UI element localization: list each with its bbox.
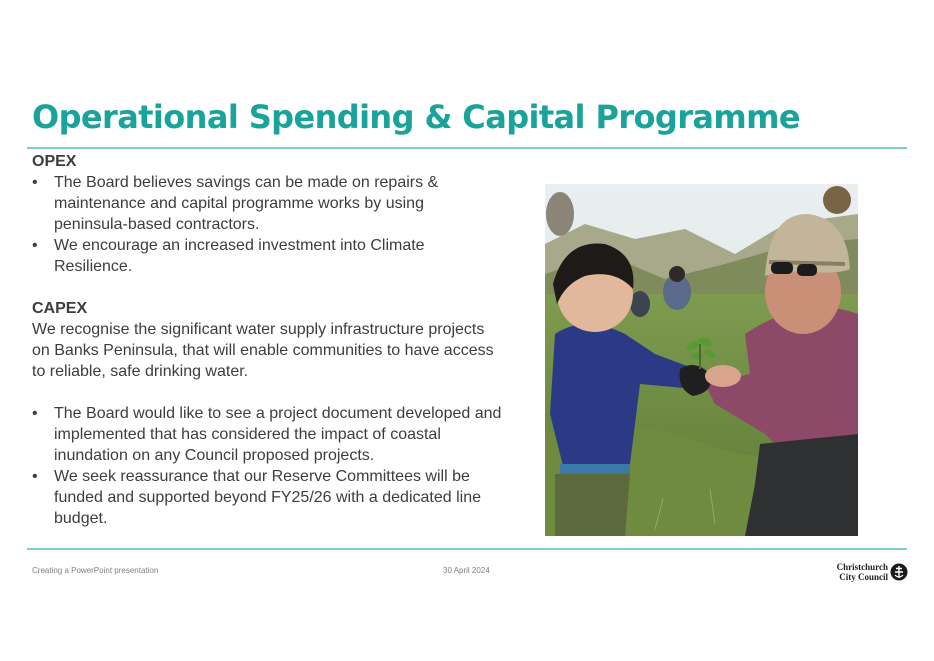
opex-bullet-list xyxy=(32,172,502,277)
capex-bullet-list xyxy=(32,403,502,529)
capex-heading: CAPEX xyxy=(32,300,88,317)
opex-heading: OPEX xyxy=(32,153,77,170)
slide-title: Operational Spending & Capital Programme xyxy=(32,98,800,136)
opex-bullet: • We encourage an increased investment into Climate Resilience. xyxy=(32,235,502,277)
footer-presentation-name: Creating a PowerPoint presentation xyxy=(32,566,159,575)
tree-planting-illustration xyxy=(545,184,858,536)
logo-wordmark xyxy=(837,563,888,582)
footer-divider xyxy=(27,548,907,550)
christchurch-city-council-logo xyxy=(832,563,908,583)
title-divider xyxy=(27,147,907,149)
logo-line1: Christchurch xyxy=(836,562,888,572)
logo-line2: City Council xyxy=(839,571,888,582)
opex-bullet: • The Board believes savings can be made on repairs & maintenance and capital programme works by using peninsula-based contractors. xyxy=(32,172,502,235)
footer-date: 30 April 2024 xyxy=(443,566,490,575)
capex-bullet: • The Board would like to see a project document developed and implemented that has considered the impact of coastal inundation on any Council proposed projects. xyxy=(32,403,502,466)
council-emblem-icon xyxy=(890,563,908,581)
tree-planting-photo xyxy=(545,184,858,536)
capex-paragraph: We recognise the significant water supply infrastructure projects on Banks Peninsula, that will enable communities to have access to reliable, safe drinking water. xyxy=(32,321,494,380)
capex-bullet: • We seek reassurance that our Reserve Committees will be funded and supported beyond FY25/26 with a dedicated line budget. xyxy=(32,466,502,529)
slide-body xyxy=(32,151,502,529)
